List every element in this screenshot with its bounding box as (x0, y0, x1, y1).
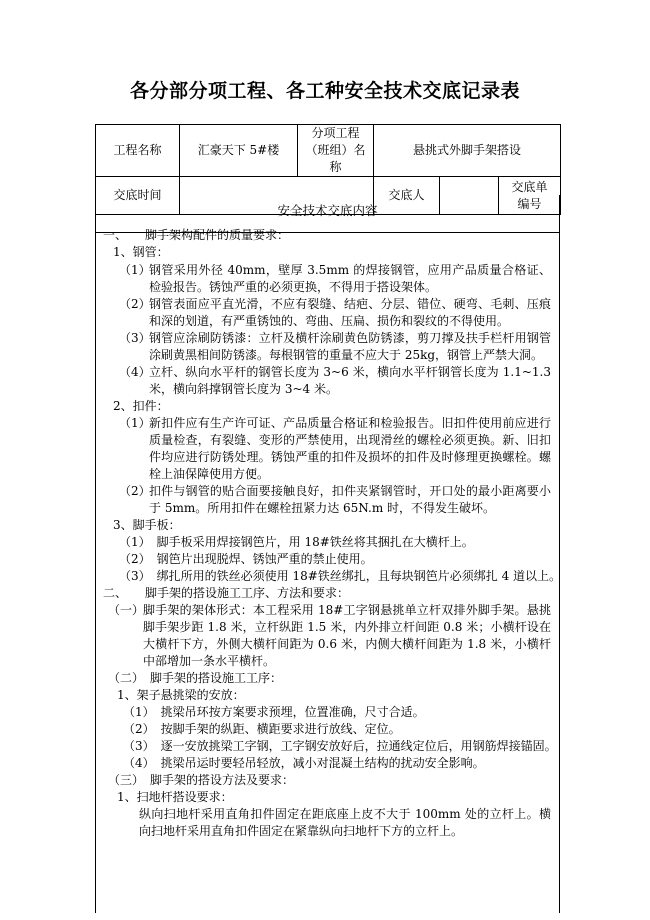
section-1-scaffold-board: 3、脚手板： (113, 518, 181, 532)
board-item-3: （3） 绑扎所用的铁丝必须使用 18#铁丝绑扎，且每块钢笆片必须绑扎 4 道以上。 (119, 569, 562, 583)
item-number: （1） (119, 416, 151, 430)
sweep-rod-heading: 1、扫地杆搭设要求： (117, 790, 233, 804)
fastener-item-2: 扣件与钢管的贴合面要接触良好，扣件夹紧钢管时，开口处的最小距离要小于 5mm。所用扣件在螺栓扭紧力达 65N.m 时，不得发生破坏。 (149, 484, 551, 515)
section-2-2-heading: （二） 脚手架的搭设施工工序： (108, 671, 283, 685)
section-1-steel-pipe: 1、钢管： (113, 245, 169, 259)
beam-item-3: （3） 逐一安放挑梁工字钢，工字钢安放好后，拉通线定位后，用钢筋焊接锚固。 (123, 739, 557, 753)
document-number-label: 交底单编号 (499, 177, 561, 215)
board-item-2: （2） 钢笆片出现脱焊、锈蚀严重的禁止使用。 (119, 552, 373, 566)
beam-item-2: （2） 按脚手架的纵距、横距要求进行放线、定位。 (123, 722, 401, 736)
item-number: （2） (119, 297, 151, 311)
subproject-value: 悬挑式外脚手架搭设 (374, 125, 561, 177)
pipe-item-2: 钢管表面应平直光滑，不应有裂缝、结疤、分层、错位、硬弯、毛刺、压痕和深的划道，有严重锈蚀的、弯曲、压扁、损伤和裂纹的不得使用。 (149, 297, 551, 328)
scaffold-form: 脚手架的架体形式：本工程采用 18#工字钢悬挑单立杆双排外脚手架。悬挑脚手架步距 1.8 米，立杆纵距 1.5 米，内外排立杆间距 0.8 米；小横杆设在大横杆下方，外侧大横杆间距为 0.6 米，内侧大横杆间距为 1.8 米，小横杆中部增加一条水平横杆。 (143, 603, 551, 668)
handover-time-label: 交底时间 (96, 177, 180, 215)
handover-person-label: 交底人 (374, 177, 440, 215)
section-1-fastener: 2、扣件： (113, 399, 169, 413)
cantilever-beam-heading: 1、架子悬挑梁的安放： (117, 688, 245, 702)
project-name-label: 工程名称 (96, 125, 180, 177)
item-number: （1） (119, 263, 151, 277)
project-name-value: 汇豪天下 5#楼 (180, 125, 298, 177)
pipe-item-3: 钢管应涂刷防锈漆：立杆及横杆涂刷黄色防锈漆，剪刀撑及扶手栏杆用钢管涂刷黄黑相间防锈漆。每根钢管的重量不应大于 25kg，钢管上严禁大洞。 (149, 331, 551, 362)
pipe-item-4: 立杆、纵向水平杆的钢管长度为 3~6 米，横向水平杆钢管长度为 1.1~1.3 米，横向斜撑钢管长度为 3~4 米。 (149, 365, 551, 396)
item-number: （一） (108, 603, 145, 617)
subproject-label: 分项工程（班组）名称 (298, 125, 374, 177)
sweep-rod-text: 纵向扫地杆采用直角扣件固定在距底座上皮不大于 100mm 处的立杆上。横向扫地杆采用直角扣件固定在紧靠纵向扫地杆下方的立杆上。 (139, 807, 551, 838)
pipe-item-1: 钢管采用外径 40mm，壁厚 3.5mm 的焊接钢管，应用产品质量合格证、检验报告。锈蚀严重的必须更换，不得用于搭设架体。 (149, 263, 551, 294)
section-1-heading: 一、 脚手架构配件的质量要求： (103, 228, 290, 242)
fastener-item-1: 新扣件应有生产许可证、产品质量合格证和检验报告。旧扣件使用前应进行质量检查，有裂缝、变形的严禁使用，出现滑丝的螺栓必须更换。新、旧扣件均应进行防锈处理。锈蚀严重的扣件及损坏的扣件及时修理更换螺栓。螺栓上油保障使用方便。 (149, 416, 551, 481)
board-item-1: （1） 脚手板采用焊接钢笆片，用 18#铁丝将其捆扎在大横杆上。 (119, 535, 474, 549)
section-2-3-heading: （三） 脚手架的搭设方法及要求： (108, 773, 295, 787)
beam-item-1: （1） 挑梁吊环按方案要求预埋，位置准确，尺寸合适。 (123, 705, 425, 719)
item-number: （2） (119, 484, 151, 498)
beam-item-4: （4） 挑梁吊运时要轻吊轻放，减小对混凝土结构的扰动安全影响。 (123, 756, 485, 770)
item-number: （3） (119, 331, 151, 345)
section-2-heading: 二、 脚手架的搭设施工工序、方法和要求： (103, 586, 350, 600)
content-title: 安全技术交底内容 (277, 203, 378, 218)
item-number: （4） (119, 365, 151, 379)
document-title: 各分部分项工程、各工种安全技术交底记录表 (129, 80, 520, 102)
